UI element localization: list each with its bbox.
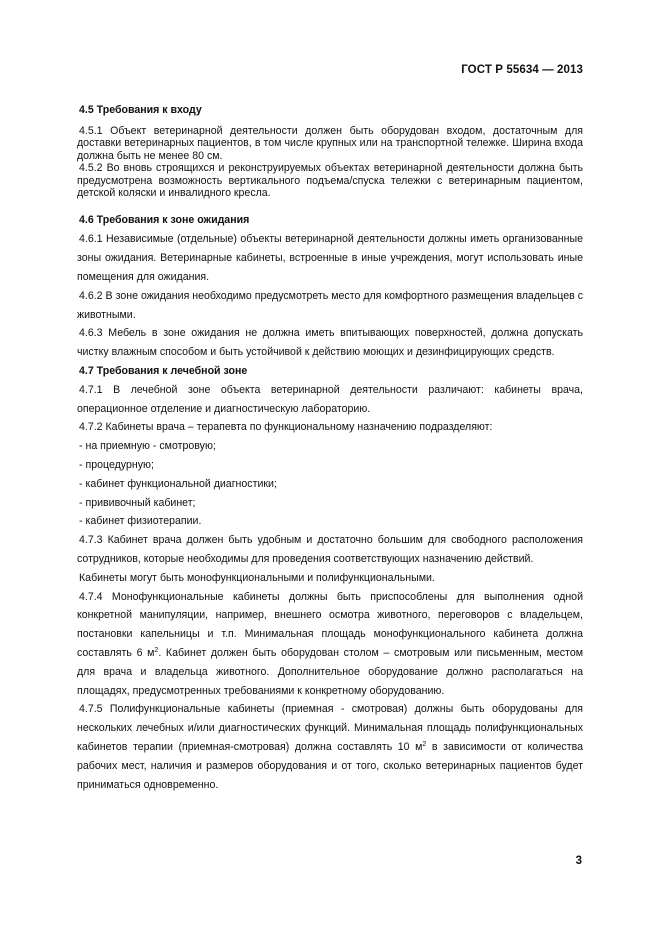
list-item: - прививочный кабинет;: [79, 496, 196, 509]
list-item: - на приемную - смотровую;: [79, 440, 216, 453]
clause-4-6-2: 4.6.2 В зоне ожидания необходимо предусмотреть место для комфортного размещения владельцев с животными.: [77, 289, 583, 321]
clause-4-7-4-text-a: 4.7.4 Монофункциональные кабинеты должны быть приспособлены для выполнения одной конкретной манипуляции, например, внешнего осмотра животного, переговоров с владельцем, постановки капельницы и т.п. Минимальная площадь монофункционального кабинета должна составлять 6 м: [77, 590, 583, 659]
clause-4-7-4: [77, 588, 583, 701]
clause-4-7-2: 4.7.2 Кабинеты врача – терапевта по функциональному назначению подразделяют:: [79, 421, 493, 434]
clause-4-7-1: 4.7.1 В лечебной зоне объекта ветеринарной деятельности различают: кабинеты врача, операционное отделение и диагностическую лабораторию.: [77, 383, 583, 415]
superscript-2: 2: [422, 740, 427, 748]
list-item: - процедурную;: [79, 459, 154, 471]
clause-4-7-3: 4.7.3 Кабинет врача должен быть удобным и достаточно большим для свободного расположения сотрудников, которые необходимы для проведения соответствующих назначению действий.: [77, 534, 583, 565]
list-item: - кабинет функциональной диагностики;: [79, 477, 277, 490]
document-body: [77, 103, 583, 794]
section-4-5-heading: 4.5 Требования к входу: [79, 104, 202, 116]
clause-4-7-5-text-a: 4.7.5 Полифункциональные кабинеты (приемная - смотровая) должны быть оборудованы для нескольких лечебных и/или диагностических функций. Минимальная площадь полифункциональных кабинетов терапии (приемная-смотровая) должна составлять 10 м: [77, 703, 583, 753]
clause-4-7-5-text-b: в зависимости от количества рабочих мест, наличия и размеров оборудования и от того, сколько ветеринарных пациентов будет приниматься одновременно.: [77, 740, 583, 791]
clause-4-6-3: 4.6.3 Мебель в зоне ожидания не должна иметь впитывающих поверхностей, должна допускать чистку влажным способом и быть устойчивой к действию моющих и дезинфицирующих средств.: [77, 327, 583, 359]
list-item: - кабинет физиотерапии.: [79, 515, 202, 528]
section-4-6-heading: 4.6 Требования к зоне ожидания: [79, 214, 250, 227]
office-types-list: [77, 437, 583, 531]
page-number: 3: [575, 855, 582, 867]
clause-4-7-3-note: Кабинеты могут быть монофункциональными и полифункциональными.: [79, 571, 435, 584]
clause-4-5-2: 4.5.2 Во вновь строящихся и реконструируемых объектах ветеринарной деятельности должна быть предусмотрена возможность вертикального подъема/спуска тележки с ветеринарным пациентом, детской коляски и инвалидного кресла.: [77, 162, 583, 200]
standard-designation: ГОСТ Р 55634 — 2013: [461, 64, 583, 76]
clause-4-5-1: 4.5.1 Объект ветеринарной деятельности должен быть оборудован входом, достаточным для доставки ветеринарных пациентов, в том числе крупных или на транспортной тележке. Ширина входа должна быть не менее 80 см.: [77, 125, 583, 162]
clause-4-7-4-text-b: . Кабинет должен быть оборудован столом – смотровым или письменным, местом для врача и владельца животного. Дополнительное оборудование должно располагаться на площадях, предусмотренных требованиями к конкретному оборудованию.: [77, 646, 583, 697]
section-4-7-heading: 4.7 Требования к лечебной зоне: [79, 365, 248, 378]
clause-4-7-5: [77, 700, 583, 794]
superscript-2: 2: [154, 646, 159, 654]
clause-4-6-1: 4.6.1 Независимые (отдельные) объекты ветеринарной деятельности должны иметь организованные зоны ожидания. Ветеринарные кабинеты, встроенные в иные учреждения, могут использовать иные помещения для ожидания.: [77, 233, 583, 284]
